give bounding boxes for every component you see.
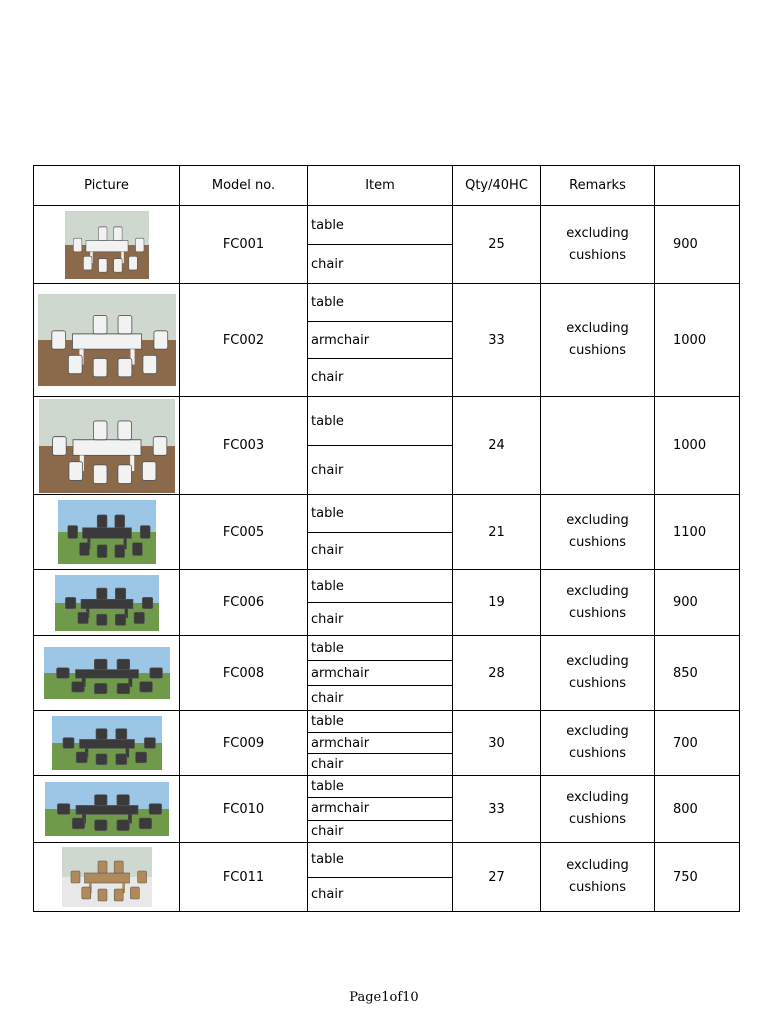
remarks-text: excluding	[566, 321, 629, 336]
item-name: table	[311, 294, 344, 310]
table-row	[34, 636, 740, 711]
quantity-per-container: 21	[453, 495, 541, 570]
quantity-per-container: 25	[453, 206, 541, 284]
table-row	[34, 206, 740, 284]
item-list-cell	[308, 284, 453, 397]
remarks-cell	[541, 284, 655, 397]
item-name: chair	[308, 877, 452, 912]
dark-dining-set-icon	[45, 782, 169, 836]
quantity-per-container: 27	[453, 843, 541, 912]
model-number: FC008	[180, 636, 308, 711]
header-row	[34, 166, 740, 206]
wood-dining-set-icon	[62, 847, 152, 907]
remarks-cell	[541, 570, 655, 636]
model-number: FC010	[180, 776, 308, 843]
item-name: table	[311, 852, 344, 868]
model-number: FC002	[180, 284, 308, 397]
dark-dining-set-icon	[52, 716, 162, 770]
remarks-text: cushions	[569, 247, 626, 263]
dark-dining-set-icon	[55, 575, 159, 631]
price-value: 900	[655, 570, 740, 636]
model-number: FC003	[180, 397, 308, 495]
product-picture-cell	[34, 570, 180, 636]
remarks-cell	[541, 206, 655, 284]
quantity-per-container: 30	[453, 711, 541, 776]
item-name: chair	[308, 244, 452, 283]
item-name: table	[311, 413, 344, 429]
remarks-text: cushions	[569, 812, 626, 827]
item-name: chair	[308, 532, 452, 570]
item-list-cell	[308, 711, 453, 776]
remarks-text: cushions	[569, 746, 626, 761]
price-value: 700	[655, 711, 740, 776]
item-name: table	[311, 779, 344, 795]
remarks-text: cushions	[569, 535, 626, 550]
quantity-per-container: 33	[453, 284, 541, 397]
item-list-cell	[308, 636, 453, 711]
dark-dining-set-icon	[44, 647, 170, 699]
table-row	[34, 843, 740, 912]
price-value: 800	[655, 776, 740, 843]
model-number: FC011	[180, 843, 308, 912]
item-name: table	[311, 578, 344, 594]
remarks-cell	[541, 843, 655, 912]
product-picture-cell	[34, 711, 180, 776]
quantity-per-container: 28	[453, 636, 541, 711]
table-row	[34, 776, 740, 843]
price-value: 1000	[655, 397, 740, 495]
product-picture-cell	[34, 284, 180, 397]
item-name: armchair	[308, 732, 452, 754]
product-price-table	[33, 165, 740, 912]
product-picture-cell	[34, 495, 180, 570]
item-name: chair	[308, 445, 452, 494]
remarks-text: excluding	[566, 858, 629, 873]
item-name: chair	[308, 753, 452, 775]
table-row	[34, 284, 740, 397]
item-name: chair	[308, 820, 452, 842]
remarks-cell	[541, 776, 655, 843]
header-qty: Qty/40HC	[453, 166, 541, 206]
price-value: 1000	[655, 284, 740, 397]
header-price	[655, 166, 740, 206]
header-model: Model no.	[180, 166, 308, 206]
item-list-cell	[308, 206, 453, 284]
item-list-cell	[308, 570, 453, 636]
product-picture-cell	[34, 206, 180, 284]
product-picture-cell	[34, 636, 180, 711]
white-dining-set-icon	[38, 294, 176, 386]
remarks-cell	[541, 495, 655, 570]
dark-dining-set-icon	[58, 500, 156, 564]
header-remarks: Remarks	[541, 166, 655, 206]
model-number: FC001	[180, 206, 308, 284]
remarks-text: excluding	[566, 583, 629, 599]
remarks-cell	[541, 711, 655, 776]
product-picture-cell	[34, 843, 180, 912]
table-row	[34, 495, 740, 570]
remarks-text: cushions	[569, 605, 626, 621]
quantity-per-container: 24	[453, 397, 541, 495]
remarks-text: cushions	[569, 880, 626, 895]
item-name: armchair	[308, 660, 452, 685]
product-picture-cell	[34, 776, 180, 843]
item-name: chair	[308, 358, 452, 396]
price-value: 850	[655, 636, 740, 711]
quantity-per-container: 33	[453, 776, 541, 843]
white-dining-set-icon	[39, 399, 175, 493]
item-list-cell	[308, 495, 453, 570]
price-value: 750	[655, 843, 740, 912]
remarks-text: cushions	[569, 343, 626, 358]
price-value: 900	[655, 206, 740, 284]
page-footer: Page1of10	[349, 990, 419, 1005]
table-row	[34, 570, 740, 636]
remarks-cell	[541, 397, 655, 495]
model-number: FC009	[180, 711, 308, 776]
table-row	[34, 397, 740, 495]
item-name: chair	[308, 602, 452, 635]
item-name: table	[311, 505, 344, 521]
item-list-cell	[308, 776, 453, 843]
header-picture: Picture	[34, 166, 180, 206]
model-number: FC005	[180, 495, 308, 570]
item-name: armchair	[308, 321, 452, 359]
header-item: Item	[308, 166, 453, 206]
model-number: FC006	[180, 570, 308, 636]
item-name: table	[311, 713, 344, 729]
white-dining-set-icon	[65, 211, 149, 279]
remarks-cell	[541, 636, 655, 711]
remarks-text: cushions	[569, 676, 626, 691]
item-name: armchair	[308, 797, 452, 819]
table-row	[34, 711, 740, 776]
item-name: table	[311, 640, 344, 656]
item-name: table	[311, 217, 344, 233]
item-name: chair	[308, 685, 452, 710]
product-picture-cell	[34, 397, 180, 495]
item-list-cell	[308, 843, 453, 912]
item-list-cell	[308, 397, 453, 495]
quantity-per-container: 19	[453, 570, 541, 636]
price-value: 1100	[655, 495, 740, 570]
remarks-text: excluding	[566, 724, 629, 739]
remarks-text: excluding	[566, 513, 629, 528]
remarks-text: excluding	[566, 654, 629, 669]
remarks-text: excluding	[566, 225, 629, 241]
remarks-text: excluding	[566, 790, 629, 805]
